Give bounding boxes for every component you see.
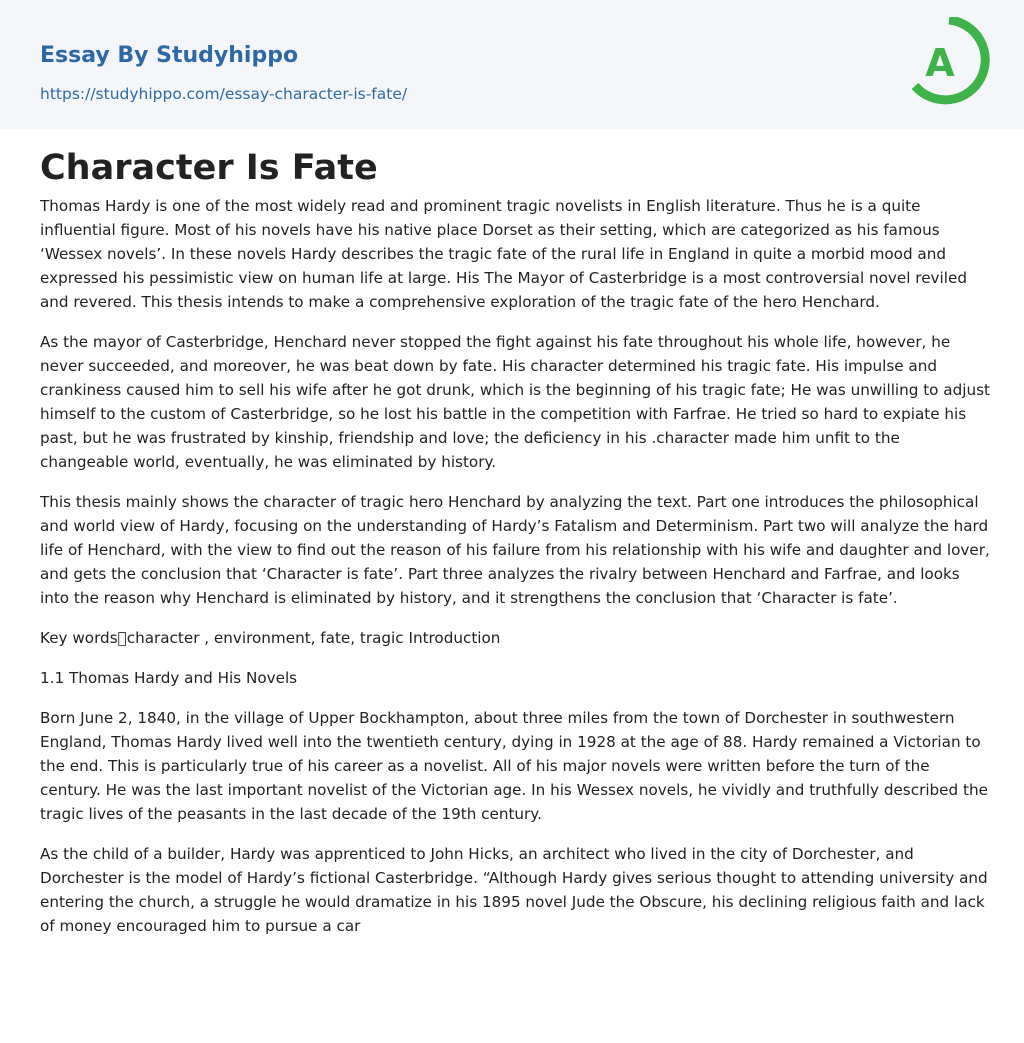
essay-url-link[interactable]: https://studyhippo.com/essay-character-is-fate/	[40, 85, 408, 103]
paragraph: Thomas Hardy is one of the most widely read and prominent tragic novelists in English literature. Thus he is a quite influential figure. Most of his novels have his native place Dorset as their setting, which are categorized as his famous ‘Wessex novels’. In these novels Hardy describes the tragic fate of the rural life in England in quite a morbid mood and expressed his pessimistic view on human life at large. His The Mayor of Casterbridge is a most controversial novel reviled and revered. This thesis intends to make a comprehensive exploration of the tragic fate of the hero Henchard.	[40, 197, 967, 311]
paragraph: As the child of a builder, Hardy was apprenticed to John Hicks, an architect who lived in the city of Dorchester, and Dorchester is the model of Hardy’s fictional Casterbridge. “Although Hardy gives serious thought to attending university and entering the church, a struggle he would dramatize in his 1895 novel Jude the Obscure, his declining religious faith and lack of money encouraged him to pursue a car	[40, 845, 988, 935]
logo-a-icon	[910, 17, 990, 107]
logo-letter: A	[925, 41, 955, 85]
essay-title: Character Is Fate	[40, 148, 378, 188]
essay-body	[40, 194, 990, 954]
keywords-paragraph: Key words character , environment, fate, tragic Introduction	[40, 629, 501, 647]
section-heading: 1.1 Thomas Hardy and His Novels	[40, 669, 298, 687]
paragraph: As the mayor of Casterbridge, Henchard never stopped the fight against his fate throughout his whole life, however, he never succeeded, and moreover, he was beat down by fate. His character determined his tragic fate. His impulse and crankiness caused him to sell his wife after he got drunk, which is the beginning of his tragic fate; He was unwilling to adjust himself to the custom of Casterbridge, so he lost his battle in the competition with Farfrae. He tried so hard to expiate his past, but he was frustrated by kinship, friendship and love; the deficiency in his .character made him unfit to the changeable world, eventually, he was eliminated by history.	[40, 333, 990, 471]
paragraph: This thesis mainly shows the character of tragic hero Henchard by analyzing the text. Part one introduces the philosophical and world view of Hardy, focusing on the understanding of Hardy’s Fatalism and Determinism. Part two will analyze the hard life of Henchard, with the view to find out the reason of his failure from his relationship with his wife and daughter and lover, and gets the conclusion that ‘Character is fate’. Part three analyzes the rivalry between Henchard and Farfrae, and looks into the reason why Henchard is eliminated by history, and it strengthens the conclusion that ‘Character is fate’.	[40, 493, 990, 607]
paragraph: Born June 2, 1840, in the village of Upper Bockhampton, about three miles from the town of Dorchester in southwestern England, Thomas Hardy lived well into the twentieth century, dying in 1928 at the age of 88. Hardy remained a Victorian to the end. This is particularly true of his career as a novelist. All of his major novels were written before the turn of the century. He was the last important novelist of the Victorian age. In his Wessex novels, he vividly and truthfully described the tragic lives of the peasants in the last decade of the 19th century.	[40, 709, 988, 823]
site-title[interactable]: Essay By Studyhippo	[40, 43, 299, 68]
studyhippo-logo[interactable]	[910, 17, 990, 107]
